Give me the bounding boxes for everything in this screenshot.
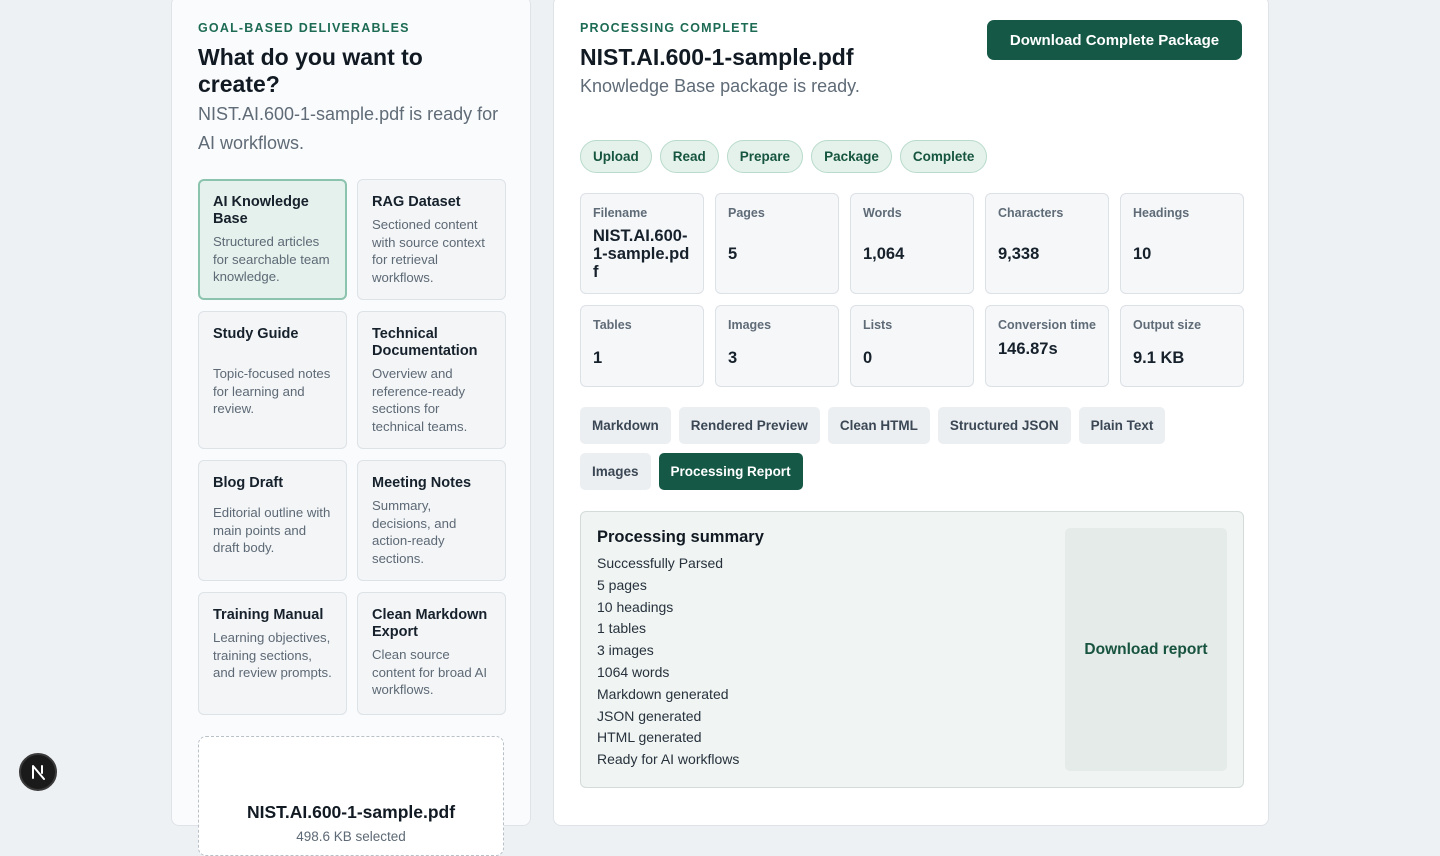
stat-label: Tables [593,318,632,332]
goal-card-rag-dataset[interactable] [357,179,506,300]
stat-label: Headings [1133,206,1190,220]
report-item: 3 images [597,642,654,659]
results-header [580,21,1242,111]
stat-conversion-time [985,305,1109,387]
goal-card-desc: Editorial outline with main points and draft body. [213,505,331,555]
step-complete: Complete [900,140,988,173]
tab-structured-json[interactable]: Structured JSON [938,407,1071,444]
results-panel [553,0,1269,826]
goal-card-title: Blog Draft [213,475,284,491]
stat-label: Output size [1133,318,1202,332]
stat-output-size [1120,305,1244,387]
stat-value: 9,338 [998,245,1040,263]
report-item: Successfully Parsed [597,555,724,571]
goal-eyebrow: GOAL-BASED DELIVERABLES [198,21,410,35]
selected-filename: NIST.AI.600-1-sample.pdf [246,802,456,822]
stat-label: Conversion time [998,318,1096,332]
report-title: Processing summary [597,528,764,546]
stat-value: 1 [593,349,603,367]
download-package-button[interactable]: Download Complete Package [987,20,1242,60]
goal-card-desc: Topic-focused notes for learning and review. [213,366,331,416]
report-item: JSON generated [597,707,702,724]
file-dropzone[interactable] [198,736,504,856]
step-package: Package [811,140,892,173]
stat-label: Characters [998,206,1064,220]
stat-characters [985,193,1109,294]
progress-steps [580,140,1242,173]
results-title: NIST.AI.600-1-sample.pdf [580,44,854,70]
report-item: Ready for AI workflows [597,751,740,768]
tab-clean-html[interactable]: Clean HTML [828,407,930,444]
stat-label: Words [863,206,902,220]
stat-label: Images [728,318,772,332]
stat-headings [1120,193,1244,294]
report-item: 1064 words [597,663,670,680]
step-upload: Upload [580,140,652,173]
report-item: 1 tables [597,620,647,637]
goal-card-desc: Clean source content for broad AI workflows. [372,647,488,697]
step-prepare: Prepare [727,140,803,173]
goal-card-desc: Structured articles for searchable team knowledge. [213,234,330,284]
goal-card-title: Meeting Notes [372,475,472,491]
goal-title: What do you want to create? [198,44,423,97]
stat-value: 5 [728,245,738,263]
stat-value: 9.1 KB [1133,349,1185,367]
goal-card-ai-knowledge-base[interactable] [198,179,347,300]
goal-card-title: Study Guide [213,326,299,342]
download-report-button[interactable]: Download report [1065,528,1227,771]
tab-processing-report[interactable]: Processing Report [659,453,803,490]
stat-value: 0 [863,349,873,367]
stat-value: 146.87s [998,340,1058,358]
goal-card-training-manual[interactable] [198,592,347,715]
stat-words [850,193,974,294]
goal-card-desc: Overview and reference-ready sections for technical teams. [372,366,468,434]
stat-label: Lists [863,318,893,332]
results-eyebrow: PROCESSING COMPLETE [580,21,760,35]
goal-subtitle: NIST.AI.600-1-sample.pdf is ready for AI workflows. [198,104,499,153]
processing-report [580,511,1244,788]
stat-filename [580,193,704,294]
stat-lists [850,305,974,387]
goal-card-desc: Summary, decisions, and action-ready sections. [372,498,457,566]
step-read: Read [660,140,719,173]
nextjs-logo-icon[interactable] [19,753,57,791]
output-tabs [580,407,1200,490]
goal-grid [198,179,504,715]
stat-label: Filename [593,206,648,220]
stats-grid [580,193,1242,387]
tab-markdown[interactable]: Markdown [580,407,671,444]
goal-card-title: Clean Markdown Export [372,607,488,640]
goal-card-clean-markdown-export[interactable] [357,592,506,715]
goal-card-technical-documentation[interactable] [357,311,506,449]
goal-card-title: Training Manual [213,607,324,623]
report-item: HTML generated [597,729,702,746]
tab-images[interactable]: Images [580,453,651,490]
stat-value: NIST.AI.600-1-sample.pdf [593,227,690,281]
goal-card-title: RAG Dataset [372,194,461,210]
selected-filesize: 498.6 KB selected [296,829,406,844]
goal-card-title: Technical Documentation [372,326,478,359]
results-subtitle: Knowledge Base package is ready. [580,76,860,96]
stat-images [715,305,839,387]
tab-rendered-preview[interactable]: Rendered Preview [679,407,820,444]
stat-value: 10 [1133,245,1152,263]
stat-pages [715,193,839,294]
stat-value: 3 [728,349,738,367]
report-item: 10 headings [597,598,674,615]
goal-card-meeting-notes[interactable] [357,460,506,581]
report-item: 5 pages [597,576,647,593]
report-item: Markdown generated [597,685,729,702]
tab-plain-text[interactable]: Plain Text [1079,407,1166,444]
stat-label: Pages [728,206,765,220]
goal-card-desc: Learning objectives, training sections, and review prompts. [213,630,332,680]
goal-card-blog-draft[interactable] [198,460,347,581]
goal-card-study-guide[interactable] [198,311,347,449]
stat-value: 1,064 [863,245,905,263]
goal-panel [171,0,531,844]
goal-card-title: AI Knowledge Base [213,194,309,227]
nextjs-n-glyph [27,761,49,783]
goal-card-desc: Sectioned content with source context for retrieval workflows. [372,217,485,285]
stat-tables [580,305,704,387]
